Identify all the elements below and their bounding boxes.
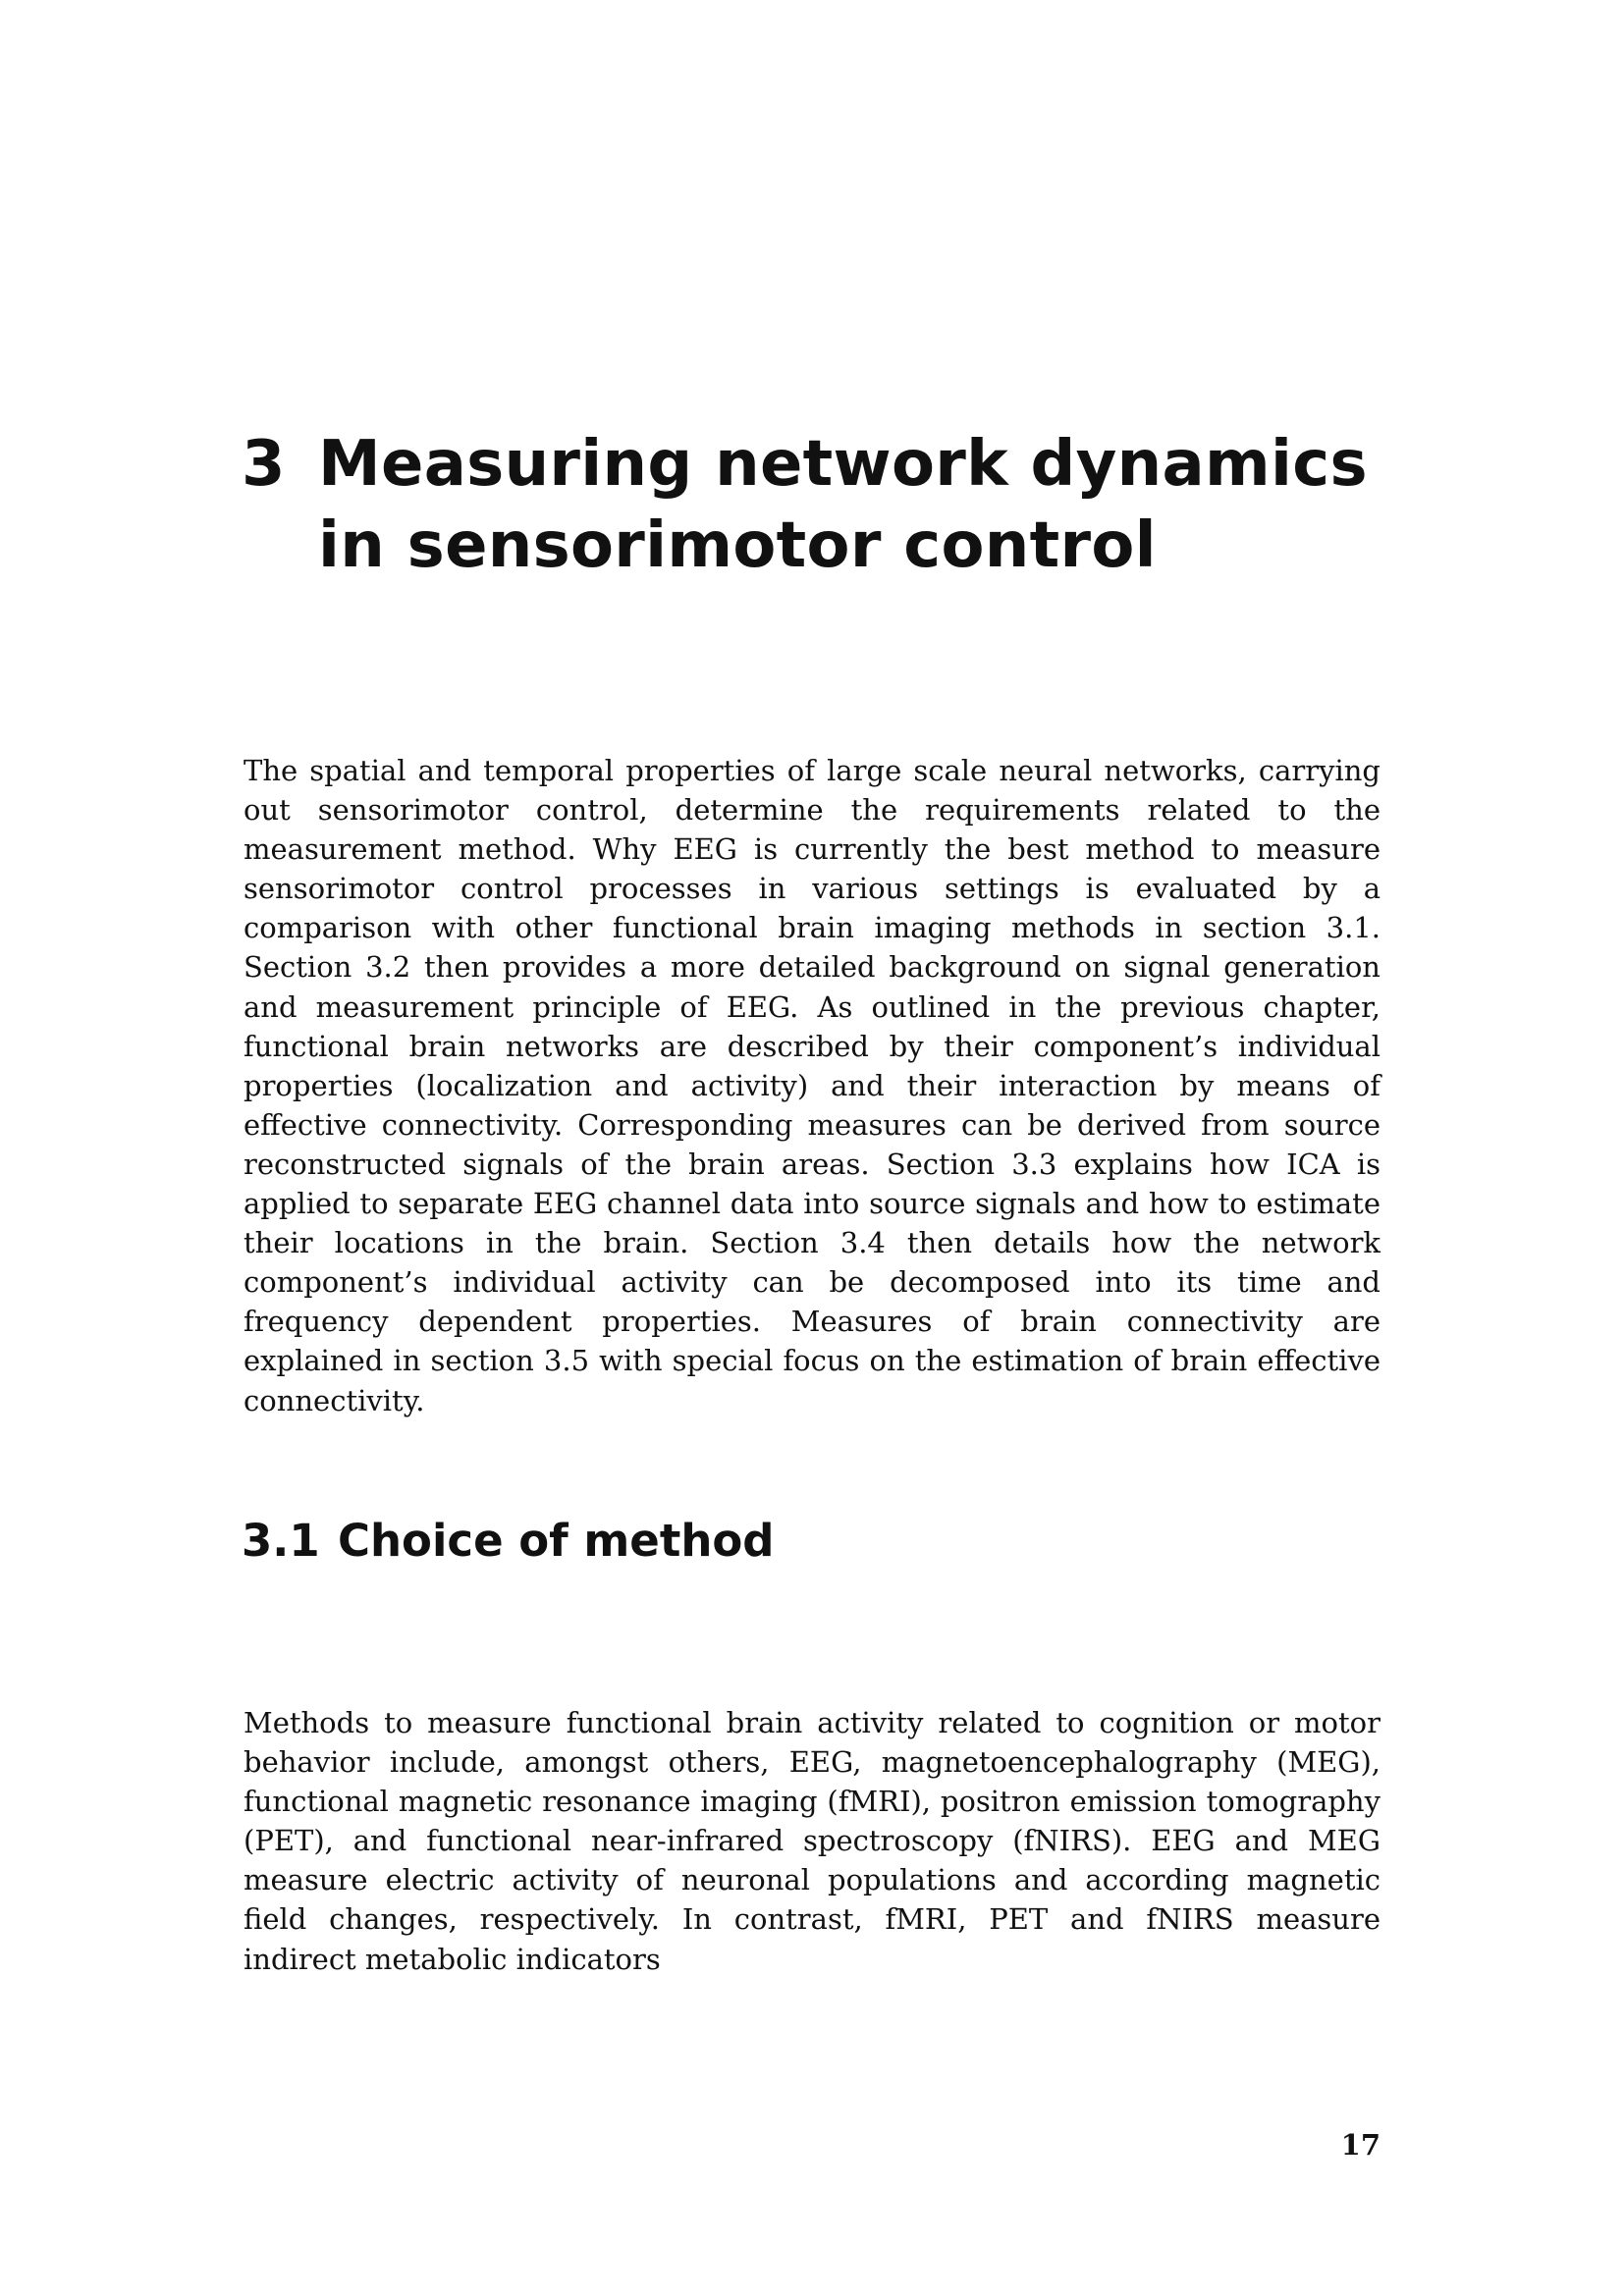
page-number: 17 (1340, 2128, 1380, 2162)
intro-paragraph: The spatial and temporal properties of large scale neural networks, carrying out sensorimotor control, determine the requirements related to the measurement method. Why EEG is currently the best method to measure sensorimotor control processes in various settings is evaluated by a comparison with other functional brain imaging methods in section 3.1. Section 3.2 then provides a more detailed background on signal generation and measurement principle of EEG. As outlined in the previous chapter, functional brain networks are described by their component’s individual properties (localization and activity) and their interaction by means of effective connectivity. Corresponding measures can be derived from source reconstructed signals of the brain areas. Section 3.3 explains how ICA is applied to separate EEG channel data into source signals and how to estimate their locations in the brain. Section 3.4 then details how the network component’s individual activity can be decomposed into its time and frequency dependent properties. Measures of brain connectivity are explained in section 3.5 with special focus on the estimation of brain effective connectivity. (244, 754, 1380, 1417)
section-paragraph: Methods to measure functional brain activity related to cognition or motor behavior include, amongst others, EEG, magnetoencephalography (MEG), functional magnetic resonance imaging (fMRI), positron emission tomography (PET), and functional near-infrared spectroscopy (fNIRS). EEG and MEG measure electric activity of neuronal populations and according magnetic field changes, respectively. In contrast, fMRI, PET and fNIRS measure indirect metabolic indicators (244, 1706, 1380, 1976)
section-title: Choice of method (338, 1515, 775, 1567)
chapter-title: Measuring network dynamics in sensorimotor control (318, 428, 1368, 582)
section-number: 3.1 (242, 1515, 320, 1567)
chapter-number: 3 (242, 428, 286, 501)
